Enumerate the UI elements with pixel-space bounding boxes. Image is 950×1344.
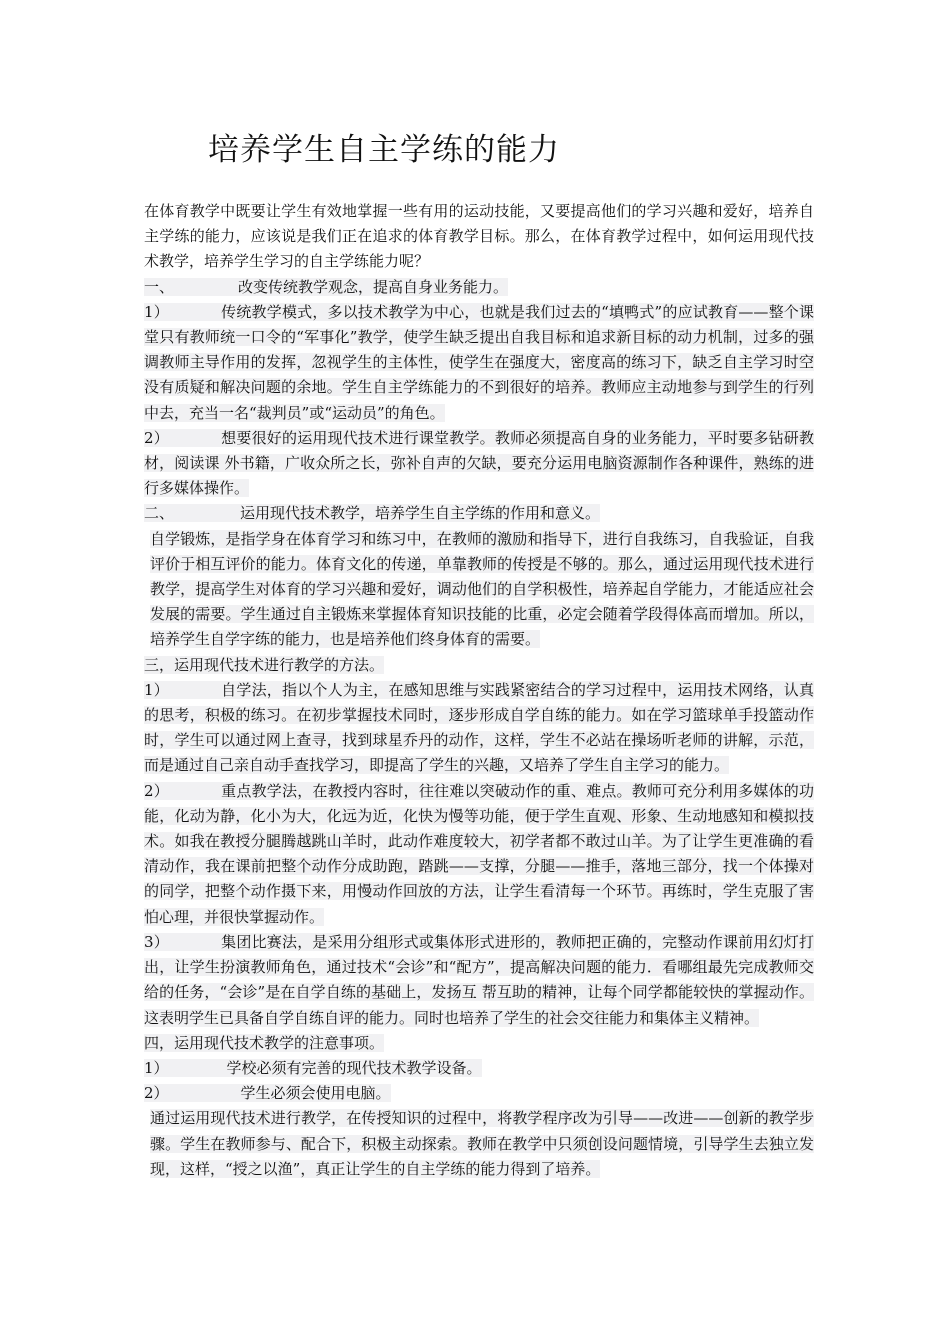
- section-1-item-1: [144, 300, 814, 426]
- section-4-title: 四，运用现代技术教学的注意事项。: [144, 1033, 385, 1052]
- item-number: 2）: [144, 781, 169, 800]
- item-text: 传统教学模式，多以技术教学为中心，也就是我们过去的“填鸭式”的应试教育——整个课堂只有教师统一口令的“军事化”教学，使学生缺乏提出自我目标和追求新目标的动力机制，过多的强调教师主导作用的发挥，忽视学生的主体性，使学生在强度大，密度高的练习下，缺乏自主学习时空没有质疑和解决问题的余地。学生自主学练能力的不到很好的培养。教师应主动地参与到学生的行列中去，充当一名“裁判员”或“运动员”的角色。: [144, 302, 815, 422]
- conclusion-text: 通过运用现代技术进行教学，在传授知识的过程中，将教学程序改为引导——改进——创新的教学步骤。学生在教师参与、配合下，积极主动探索。教师在教学中只须创设问题情境，引导学生去独立发现，这样，“授之以渔”，真正让学生的自主学练的能力得到了培养。: [150, 1109, 814, 1178]
- section-3-item-3: [144, 930, 814, 1031]
- intro-paragraph: 在体育教学中既要让学生有效地掌握一些有用的运动技能，又要提高他们的学习兴趣和爱好，培养自主学练的能力，应该说是我们正在追求的体育教学目标。那么，在体育教学过程中，如何运用现代技术教学，培养学生学习的自主学练能力呢？: [144, 202, 814, 271]
- item-text: 学校必须有完善的现代技术教学设备。: [226, 1058, 482, 1077]
- document-title: 培养学生自主学练的能力: [208, 132, 560, 168]
- item-number: 2）: [144, 1084, 169, 1103]
- item-number: 1）: [144, 1058, 169, 1077]
- item-text: 重点教学法，在教授内容时，往往难以突破动作的重、难点。教师可充分利用多媒体的功能，化动为静，化小为大，化远为近，化快为慢等功能，便于学生直观、形象、生动地感知和模拟技术。如我在教授分腿腾越跳山羊时，此动作难度较大，初学者都不敢过山羊。为了让学生更准确的看清动作，我在课前把整个动作分成助跑，踏跳——支撑，分腿——推手，落地三部分，找一个体操对的同学，把整个动作摄下来，用慢动作回放的方法，让学生看清每一个环节。再练时，学生克服了害怕心理，并很快掌握动作。: [144, 781, 814, 926]
- item-number: 1）: [144, 302, 169, 321]
- section-2-text: 自学锻炼，是指学身在体育学习和练习中，在教师的激励和指导下，进行自我练习，自我验证，自我评价于相互评价的能力。体育文化的传递，单靠教师的传授是不够的。那么，通过运用现代技术进行教学，提高学生对体育的学习兴趣和爱好，调动他们的自学积极性，培养起自学能力，才能适应社会发展的需要。学生通过自主锻炼来掌握体育知识技能的比重，必定会随着学段得体高而增加。所以，培养学生自学字练的能力，也是培养他们终身体育的需要。: [150, 529, 814, 649]
- item-text: 集团比赛法，是采用分组形式或集体形式进形的，教师把正确的，完整动作课前用幻灯打出，让学生扮演教师角色，通过技术“会诊”和“配方”，提高解决问题的能力．看哪组最先完成教师交给的任务，“会诊”是在自学自练的基础上，发扬互 帮互助的精神，让每个同学都能较快的掌握动作。这表明学生已具备自学自练自评的能力。同时也培养了学生的社会交往能力和集体主义精神。: [144, 932, 814, 1027]
- section-2-number: 二、: [144, 504, 175, 523]
- section-2-paragraph: [144, 527, 814, 653]
- item-text: 想要很好的运用现代技术进行课堂教学。教师必须提高自身的业务能力，平时要多钻研教材，阅读课 外书籍，广收众所之长，弥补自声的欠缺，要充分运用电脑资源制作各种课件，熟练的进行多媒体操作。: [144, 428, 814, 498]
- section-1-title: 改变传统教学观念，提高自身业务能力。: [238, 277, 509, 296]
- section-1-number: 一、: [144, 277, 175, 296]
- item-number: 3）: [144, 932, 169, 951]
- section-1-heading: [144, 275, 814, 300]
- section-2-title: 运用现代技术教学，培养学生自主学练的作用和意义。: [240, 504, 601, 523]
- section-3-heading: [144, 653, 814, 678]
- section-3-item-1: [144, 678, 814, 779]
- item-text: 自学法，指以个人为主，在感知思维与实践紧密结合的学习过程中，运用技术网络，认真的思考，积极的练习。在初步掌握技术同时，逐步形成自学自练的能力。如在学习篮球单手投篮动作时，学生可以通过网上查寻，找到球星乔丹的动作，这样，学生不必站在操场听老师的讲解，示范，而是通过自己亲自动手查找学习，即提高了学生的兴趣，又培养了学生自主学习的能力。: [144, 680, 814, 775]
- item-text: 学生必须会使用电脑。: [240, 1084, 391, 1103]
- item-number: 2）: [144, 428, 169, 447]
- item-number: 1）: [144, 680, 169, 699]
- document-body: [144, 199, 814, 1182]
- conclusion-paragraph: [144, 1106, 814, 1182]
- section-4-heading: [144, 1031, 814, 1056]
- section-3-item-2: [144, 779, 814, 930]
- section-1-item-2: [144, 426, 814, 502]
- section-3-title: 三，运用现代技术进行教学的方法。: [144, 655, 385, 674]
- section-4-item-1: [144, 1056, 814, 1081]
- section-4-item-2: [144, 1081, 814, 1106]
- section-2-heading: [144, 501, 814, 526]
